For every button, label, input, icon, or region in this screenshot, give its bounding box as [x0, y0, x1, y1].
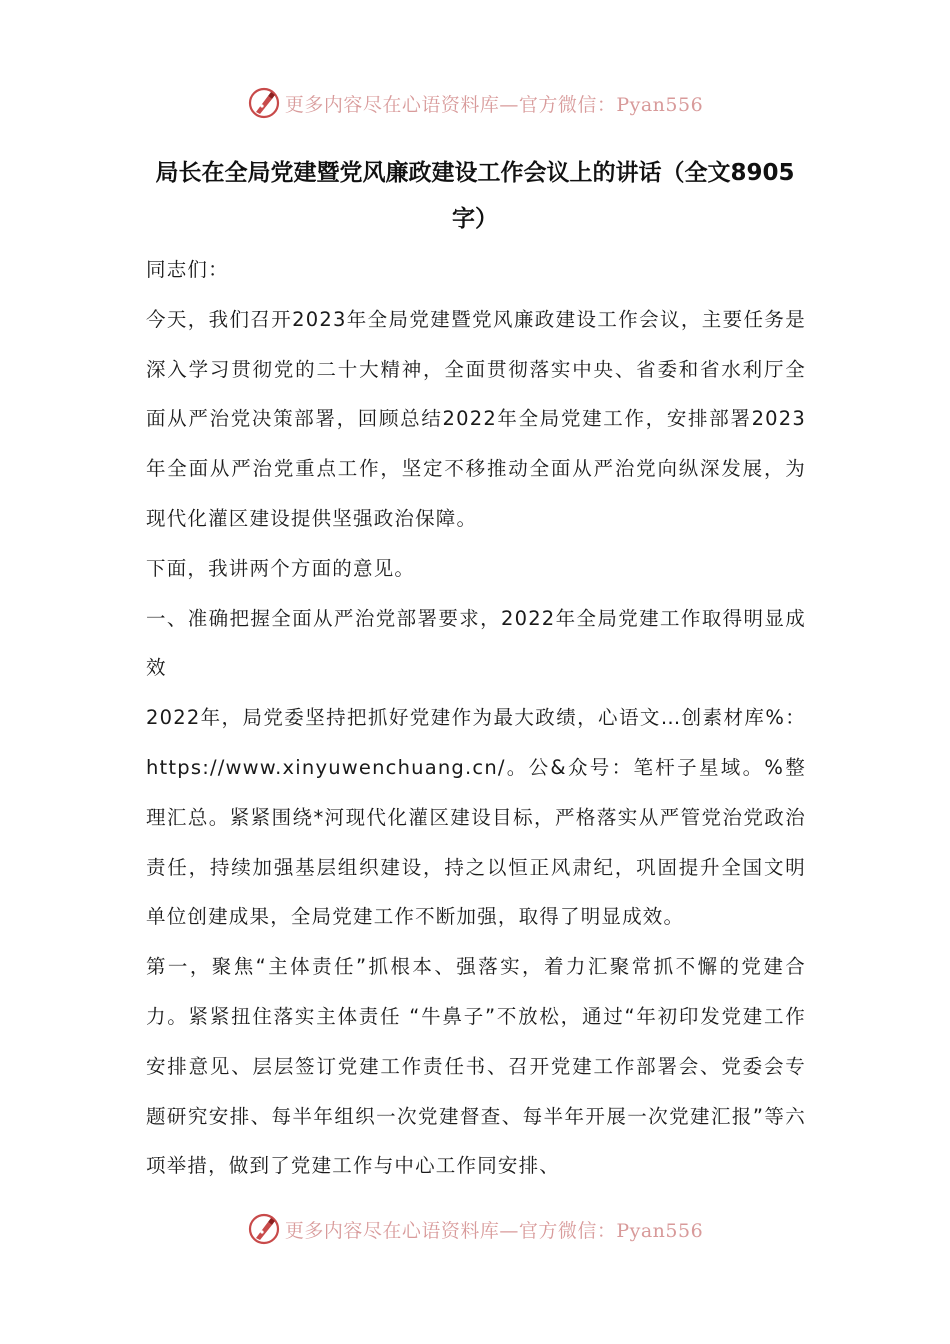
document-title: 局长在全局党建暨党风廉政建设工作会议上的讲话（全文8905字）: [155, 160, 795, 232]
paragraph: 第一，聚焦“主体责任”抓根本、强落实，着力汇聚常抓不懈的党建合力。紧紧扭住落实主体责任 “牛鼻子”不放松，通过“年初印发党建工作安排意见、层层签订党建工作责任书、召开党建工作部署会、党委会专题研究安排、每半年组织一次党建督查、每半年开展一次党建汇报”等六项举措，做到了党建工作与中心工作同安排、: [146, 955, 806, 1178]
document-body: [146, 245, 806, 1191]
section-heading: 一、准确把握全面从严治党部署要求，2022年全局党建工作取得明显成效: [146, 606, 806, 680]
fountain-pen-logo-icon: [247, 1212, 281, 1246]
watermark-text: 更多内容尽在心语资料库—官方微信：Pyan556: [284, 1219, 704, 1242]
paragraph: 下面，我讲两个方面的意见。: [146, 556, 416, 580]
header-watermark: [0, 83, 950, 123]
paragraph: 2022年，局党委坚持把抓好党建作为最大政绩，心语文…创素材库%：https://www.xinyuwenchuang.cn/。公&众号：笔杆子星域。%整理汇总。紧紧围绕*河现代化灌区建设目标，严格落实从严管党治党政治责任，持续加强基层组织建设，持之以恒正风肃纪，巩固提升全国文明单位创建成果，全局党建工作不断加强，取得了明显成效。: [146, 706, 806, 929]
footer-watermark: [0, 1209, 950, 1249]
paragraph: 今天，我们召开2023年全局党建暨党风廉政建设工作会议，主要任务是深入学习贯彻党的二十大精神，全面贯彻落实中央、省委和省水利厅全面从严治党决策部署，回顾总结2022年全局党建工作，安排部署2023年全面从严治党重点工作，坚定不移推动全面从严治党向纵深发展，为现代化灌区建设提供坚强政治保障。: [146, 307, 806, 530]
watermark-text: 更多内容尽在心语资料库—官方微信：Pyan556: [284, 93, 704, 116]
salutation: 同志们：: [146, 258, 229, 281]
fountain-pen-logo-icon: [247, 86, 281, 120]
